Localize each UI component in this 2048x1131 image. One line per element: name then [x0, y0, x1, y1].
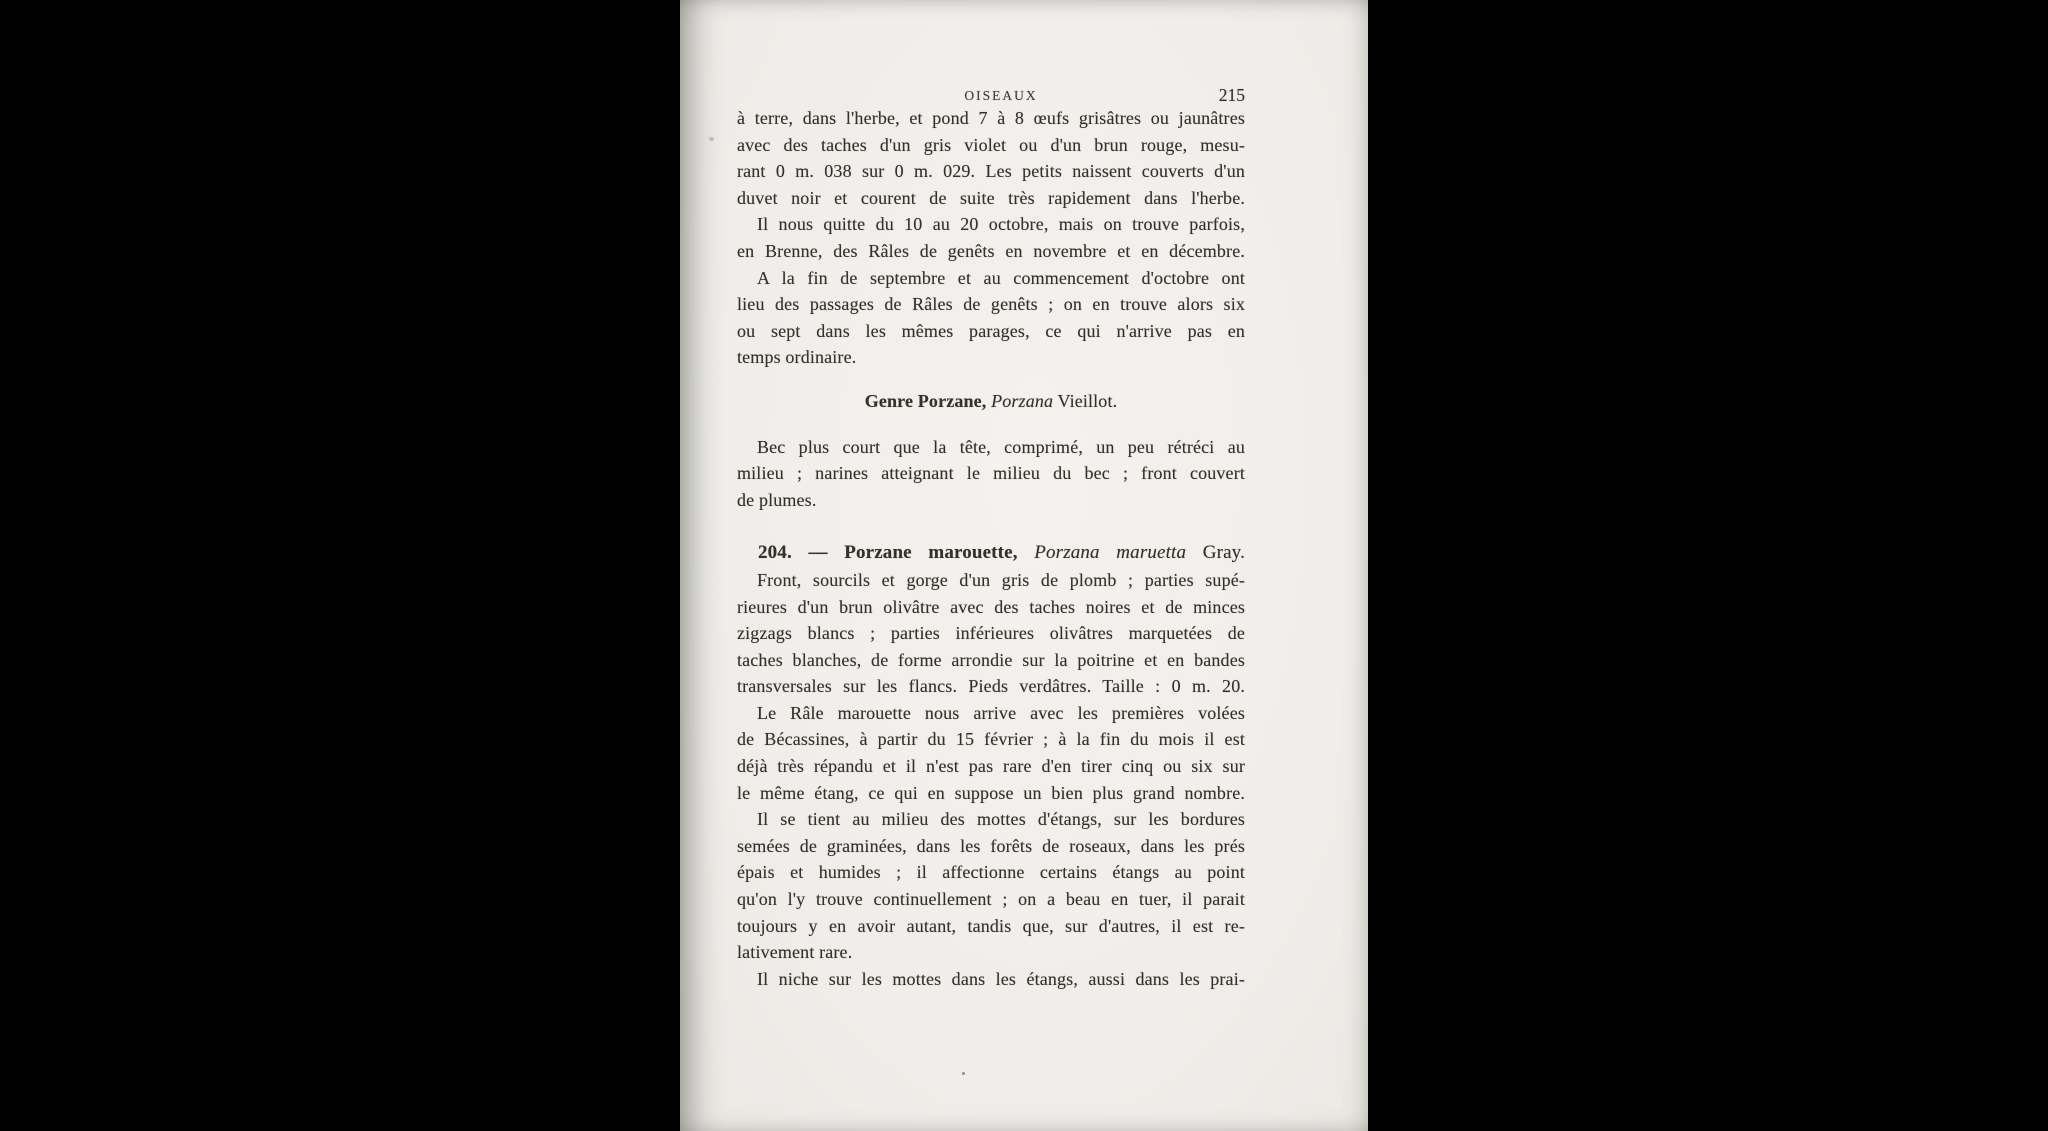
heading-segment: 204. — Porzane marouette, — [758, 542, 1035, 564]
text-line: zigzags blancs ; parties inférieures olivâtres marquetées de — [737, 623, 1245, 644]
text-line: en Brenne, des Râles de genêts en novembre et en décembre. — [737, 240, 1245, 261]
text-line: Il nous quitte du 10 au 20 octobre, mais on trouve parfois, — [757, 214, 1245, 235]
text-line: le même étang, ce qui en suppose un bien plus grand nombre. — [737, 782, 1245, 803]
text-line: avec des taches d'un gris violet ou d'un brun rouge, mesu- — [737, 134, 1245, 155]
text-line: ou sept dans les mêmes parages, ce qui n'arrive pas en — [737, 320, 1245, 341]
text-line: à terre, dans l'herbe, et pond 7 à 8 œufs grisâtres ou jaunâtres — [737, 108, 1245, 128]
text-line: Front, sourcils et gorge d'un gris de plomb ; parties supé- — [757, 569, 1245, 590]
paper-speck — [962, 1072, 965, 1075]
text-line: Le Râle marouette nous arrive avec les premières volées — [757, 702, 1245, 723]
text-line: qu'on l'y trouve continuellement ; on a beau en tuer, il parait — [737, 889, 1245, 910]
page-header — [737, 85, 1245, 106]
page-number: 215 — [1218, 85, 1245, 105]
text-line: lieu des passages de Râles de genêts ; on en trouve alors six — [737, 294, 1245, 315]
genus-heading — [737, 388, 1245, 415]
text-line: taches blanches, de forme arrondie sur la poitrine et en bandes — [737, 649, 1245, 670]
text-line: duvet noir et courent de suite très rapidement dans l'herbe. — [737, 187, 1245, 208]
heading-segment: Porzana maruetta — [1034, 542, 1187, 564]
paper-smudge — [709, 137, 714, 141]
text-line: milieu ; narines atteignant le milieu du bec ; front couvert — [737, 463, 1245, 484]
running-title: OISEAUX — [964, 88, 1038, 103]
text-line: de plumes. — [737, 489, 817, 510]
text-line: rieures d'un brun olivâtre avec des taches noires et de minces — [737, 596, 1245, 617]
text-line: Il se tient au milieu des mottes d'étangs, sur les bordures — [757, 809, 1245, 830]
text-line: épais et humides ; il affectionne certains étangs au point — [737, 862, 1245, 883]
species-heading — [737, 540, 1245, 567]
text-line: déjà très répandu et il n'est pas rare d'en tirer cinq ou six sur — [737, 756, 1245, 777]
heading-segment: Genre Porzane, — [864, 390, 992, 411]
text-line: de Bécassines, à partir du 15 février ; à la fin du mois il est — [737, 729, 1245, 750]
heading-segment: Porzana — [991, 390, 1054, 411]
heading-segment: Gray. — [1186, 542, 1245, 564]
text-line: semées de graminées, dans les forêts de roseaux, dans les prés — [737, 835, 1245, 856]
text-line: temps ordinaire. — [737, 347, 857, 368]
text-line: transversales sur les flancs. Pieds verdâtres. Taille : 0 m. 20. — [737, 676, 1245, 697]
text-line: Il niche sur les mottes dans les étangs, aussi dans les prai- — [757, 968, 1245, 989]
text-line: lativement rare. — [737, 942, 853, 963]
book-page — [680, 0, 1368, 1131]
text-column — [737, 105, 1245, 992]
text-line: rant 0 m. 038 sur 0 m. 029. Les petits naissent couverts d'un — [737, 161, 1245, 182]
text-line: toujours y en avoir autant, tandis que, sur d'autres, il est re- — [737, 915, 1245, 936]
text-line: Bec plus court que la tête, comprimé, un peu rétréci au — [757, 436, 1245, 457]
text-line: A la fin de septembre et au commencement d'octobre ont — [757, 267, 1245, 288]
heading-segment: Vieillot. — [1053, 390, 1118, 411]
